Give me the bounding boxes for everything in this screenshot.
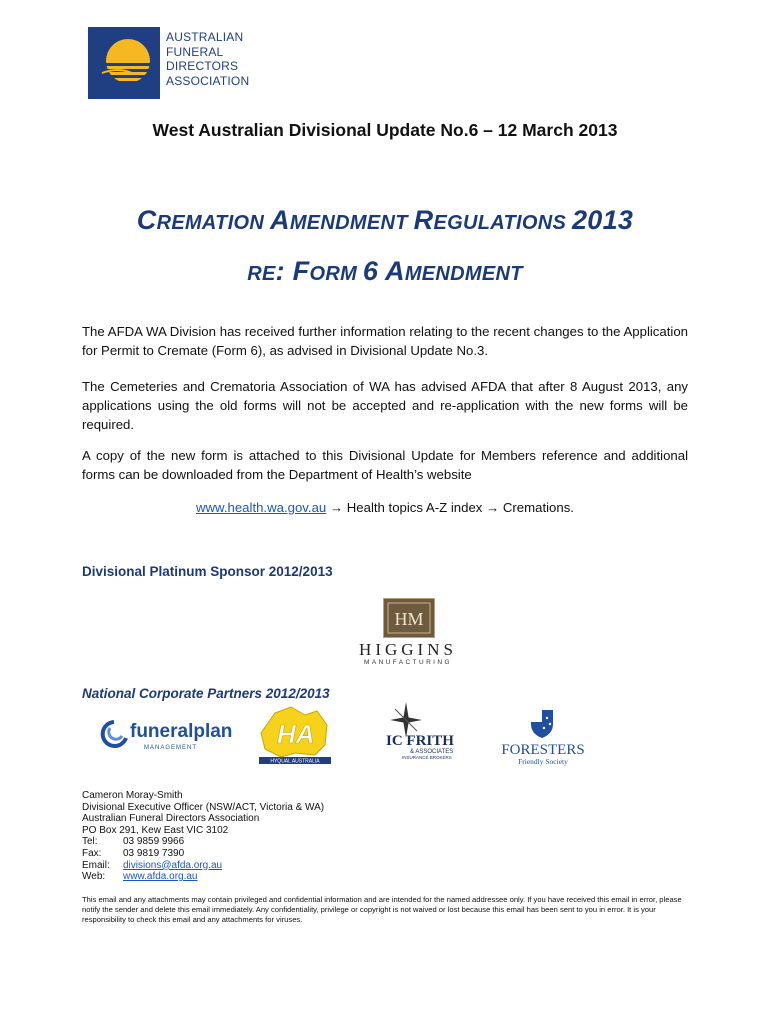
logo-line: ASSOCIATION (166, 73, 250, 88)
fax-value: 03 9819 7390 (123, 847, 185, 859)
web-row (82, 871, 324, 883)
website-link[interactable]: www.afda.org.au (123, 871, 198, 883)
logo-line: AUSTRALIAN (166, 30, 244, 44)
svg-text:HM: HM (394, 609, 424, 629)
email-row (82, 860, 324, 872)
title-cap: C (136, 205, 157, 235)
title-cap: 6 A (362, 256, 405, 286)
hyqual-logo (255, 705, 335, 767)
title-cap: A (270, 205, 290, 235)
title-smallcaps: REMATION (156, 212, 271, 234)
title-cap: : F (275, 256, 310, 286)
hm-monogram-icon (384, 599, 434, 637)
logo-line: FUNERAL (166, 44, 224, 59)
hyqual-map-icon (255, 705, 335, 767)
ic-frith-logo (380, 702, 480, 762)
afda-logo-text (166, 30, 249, 88)
main-title (0, 205, 770, 236)
fax-label: Fax: (82, 847, 102, 859)
compass-star-icon (380, 702, 480, 762)
title-cap: R (413, 205, 434, 235)
signer-org: Australian Funeral Directors Association (82, 813, 260, 825)
tel-value: 03 9859 9966 (123, 836, 185, 848)
svg-text:IC FRITH: IC FRITH (386, 733, 454, 749)
svg-text:Friendly Society: Friendly Society (518, 757, 568, 766)
navigation-path: → Health topics A-Z index → Cremations. (326, 500, 574, 515)
email-label: Email: (82, 859, 110, 871)
svg-text:HYQUAL AUSTRALIA: HYQUAL AUSTRALIA (270, 758, 320, 765)
web-label: Web: (82, 871, 106, 883)
higgins-tagline: MANUFACTURING (364, 659, 452, 666)
body-paragraph: A copy of the new form is attached to this Divisional Update for Members reference and additional forms can be downloaded from the Department of Health’s website (82, 448, 688, 482)
signature-block (82, 790, 324, 883)
health-link-line (0, 500, 770, 515)
tel-row (82, 836, 324, 848)
corporate-partners-heading: National Corporate Partners 2012/2013 (82, 686, 330, 701)
signer-name: Cameron Moray-Smith (82, 790, 183, 801)
higgins-monogram-logo (383, 598, 435, 638)
sunset-icon (88, 27, 160, 99)
title-smallcaps: MENDMENT (289, 212, 414, 234)
email-disclaimer: This email and any attachments may contain privileged and confidential information and are intended for the named addressee only. If you have received this email in error, please notify the sender and delete this email immediately. Any confidentiality, privilege or copyright is not waived or lost because this email has been sent to you in error. It is your responsibility to check this email and any attachments for viruses. (82, 895, 682, 924)
funeralplan-swirl-icon (100, 718, 240, 754)
body-paragraph: The Cemeteries and Crematoria Association of WA has advised AFDA that after 8 August 2013, any applications using the old forms will not be accepted and re-application with the new forms will be required. (82, 379, 688, 432)
afda-logo-emblem (88, 27, 160, 99)
svg-text:INSURANCE BROKERS: INSURANCE BROKERS (402, 755, 452, 760)
signer-address: PO Box 291, Kew East VIC 3102 (82, 824, 229, 836)
title-smallcaps: RE (247, 263, 276, 285)
higgins-name: HIGGINS (359, 640, 457, 659)
title-smallcaps: MENDMENT (404, 263, 523, 285)
foresters-shield-icon (495, 708, 591, 768)
health-website-link[interactable]: www.health.wa.gov.au (196, 500, 327, 515)
foresters-logo (495, 708, 591, 768)
svg-text:MANAGEMENT: MANAGEMENT (144, 745, 198, 751)
svg-text:HA: HA (277, 719, 315, 749)
title-smallcaps: ORM (309, 263, 363, 285)
logo-line: DIRECTORS (166, 59, 239, 73)
tel-label: Tel: (82, 836, 98, 848)
svg-text:& ASSOCIATES: & ASSOCIATES (410, 749, 454, 755)
update-heading: West Australian Divisional Update No.6 – 12 March 2013 (152, 120, 618, 140)
body-paragraph: The AFDA WA Division has received further information relating to the recent changes to the Application for Permit to Cremate (Form 6), as advised in Divisional Update No.3. (82, 324, 688, 358)
email-link[interactable]: divisions@afda.org.au (123, 859, 223, 871)
funeralplan-logo (100, 718, 240, 754)
title-smallcaps: EGULATIONS (433, 212, 572, 234)
title-cap: 2013 (571, 205, 634, 235)
signer-role: Divisional Executive Officer (NSW/ACT, Victoria & WA) (82, 801, 325, 813)
svg-text:FORESTERS: FORESTERS (501, 742, 585, 758)
fax-row (82, 848, 324, 860)
subtitle (0, 256, 770, 287)
platinum-sponsor-heading: Divisional Platinum Sponsor 2012/2013 (82, 564, 333, 579)
svg-text:funeralplan: funeralplan (130, 721, 233, 742)
